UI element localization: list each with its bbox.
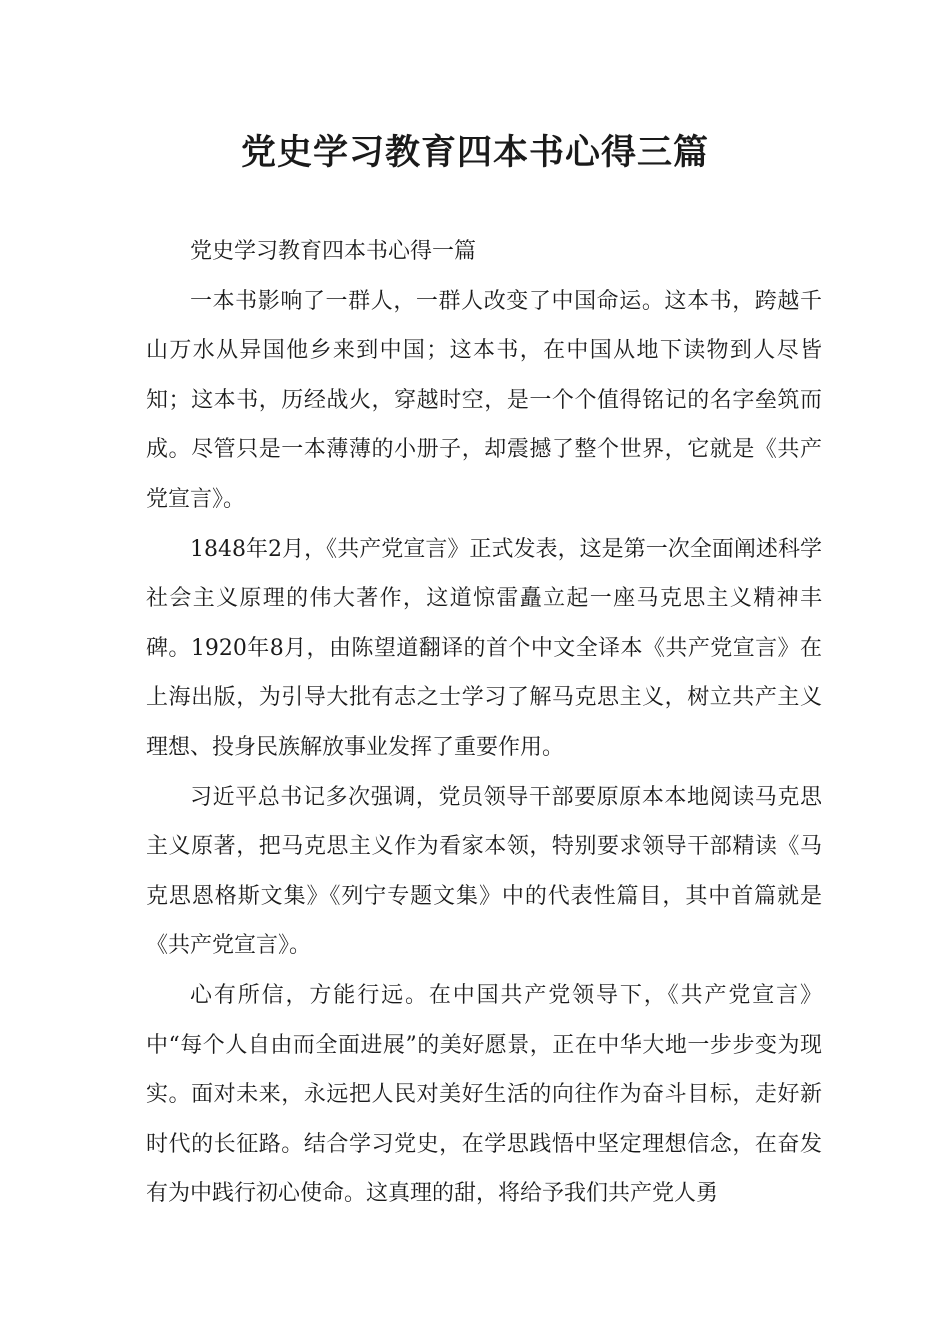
paragraph-3: 习近平总书记多次强调，党员领导干部要原原本本地阅读马克思主义原著，把马克思主义作为看家本领，特别要求领导干部精读《马克思恩格斯文集》《列宁专题文集》中的代表性篇目，其中首篇就是《共产党宣言》。: [146, 784, 822, 959]
document-title: 党史学习教育四本书心得三篇: [240, 133, 709, 173]
document-body: [146, 227, 822, 1219]
paragraph-1: 一本书影响了一群人，一群人改变了中国命运。这本书，跨越千山万水从异国他乡来到中国；这本书，在中国从地下读物到人尽皆知；这本书，历经战火，穿越时空，是一个个值得铭记的名字垒筑而成。尽管只是一本薄薄的小册子，却震撼了整个世界，它就是《共产党宣言》。: [146, 288, 822, 512]
paragraph-2: 1848年2月，《共产党宣言》正式发表，这是第一次全面阐述科学社会主义原理的伟大著作，这道惊雷矗立起一座马克思主义精神丰碑。1920年8月，由陈望道翻译的首个中文全译本《共产党宣言》在上海出版，为引导大批有志之士学习了解马克思主义，树立共产主义理想、投身民族解放事业发挥了重要作用。: [146, 536, 822, 760]
section-subtitle: 党史学习教育四本书心得一篇: [190, 239, 477, 264]
paragraph-4: 心有所信，方能行远。在中国共产党领导下，《共产党宣言》中“每个人自由而全面进展”的美好愿景，正在中华大地一步步变为现实。面对未来，永远把人民对美好生活的向往作为奋斗目标，走好新时代的长征路。结合学习党史，在学思践悟中坚定理想信念，在奋发有为中践行初心使命。这真理的甜，将给予我们共产党人勇: [146, 982, 822, 1207]
